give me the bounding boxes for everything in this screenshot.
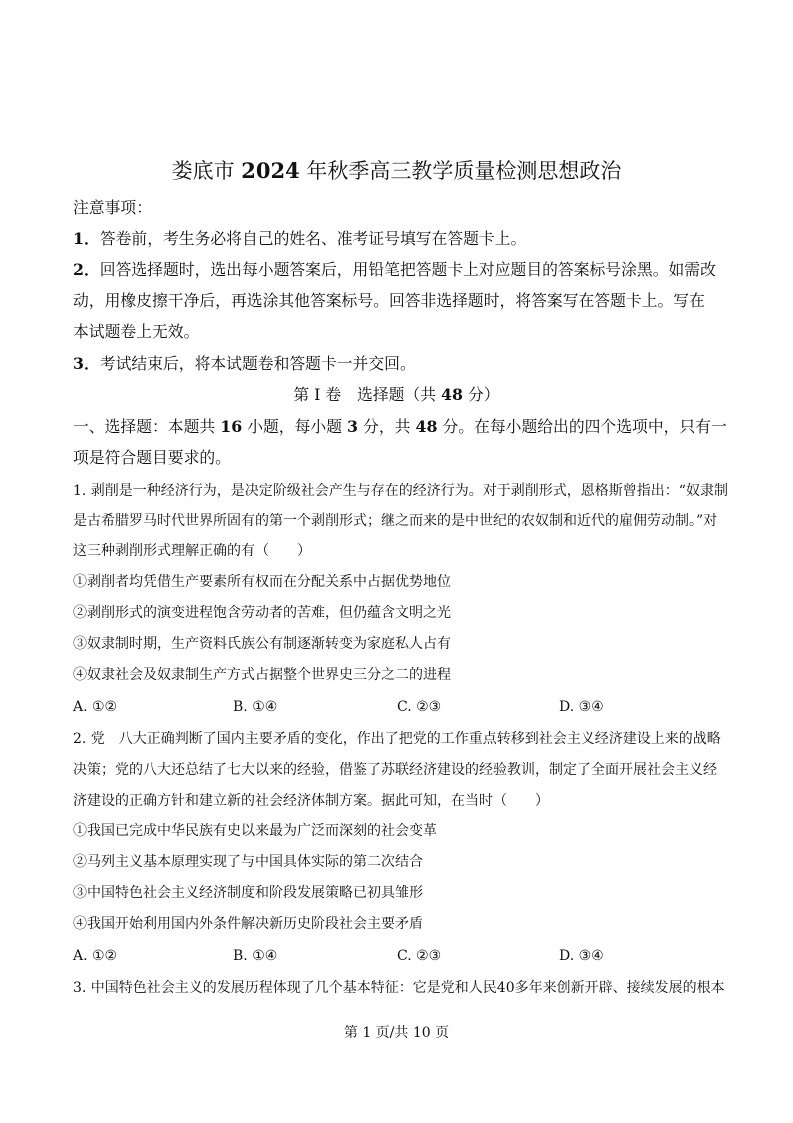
option-c[interactable]: C. ②③ bbox=[397, 699, 442, 715]
option-c[interactable]: C. ②③ bbox=[397, 948, 442, 964]
option-a[interactable]: A. ①② bbox=[73, 948, 118, 964]
question-2-line-2: 决策；党的八大还总结了七大以来的经验，借鉴了苏联经济建设的经验教训，制定了全面开展社会主义经 bbox=[73, 762, 717, 778]
notice-item-2-line-1: 2．回答选择题时，选出每小题答案后，用铅笔把答题卡上对应题目的答案标号涂黑。如需改 bbox=[73, 260, 716, 279]
question-1-line-1: 1. 剥削是一种经济行为，是决定阶级社会产生与存在的经济行为。对于剥削形式，恩格斯曾指出：“奴隶制 bbox=[73, 483, 728, 499]
question-1-line-2: 是古希腊罗马时代世界所固有的第一个剥削形式；继之而来的是中世纪的农奴制和近代的雇佣劳动制。”对 bbox=[73, 513, 718, 529]
question-1-statement-2: ②剥削形式的演变进程饱含劳动者的苦难，但仍蕴含文明之光 bbox=[73, 605, 451, 621]
instructions-line-2: 项是符合题目要求的。 bbox=[73, 448, 231, 467]
section-title: 第 I 卷 选择题（共 48 分） bbox=[293, 385, 500, 404]
notice-item-1: 1．答卷前，考生务必将自己的姓名、准考证号填写在答题卡上。 bbox=[73, 229, 527, 248]
question-2-statement-4: ④我国开始利用国内外条件解决新历史阶段社会主要矛盾 bbox=[73, 916, 423, 932]
notice-item-2-line-3: 本试题卷上无效。 bbox=[73, 322, 200, 341]
question-1-statement-3: ③奴隶制时期，生产资料氏族公有制逐渐转变为家庭私人占有 bbox=[73, 636, 451, 652]
question-1-line-3: 这三种剥削形式理解正确的有（ ） bbox=[73, 543, 311, 559]
question-2-statement-2: ②马列主义基本原理实现了与中国具体实际的第二次结合 bbox=[73, 854, 423, 870]
question-2-statement-1: ①我国已完成中华民族有史以来最为广泛而深刻的社会变革 bbox=[73, 823, 437, 839]
option-b[interactable]: B. ①④ bbox=[233, 699, 278, 715]
question-2-line-3: 济建设的正确方针和建立新的社会经济体制方案。据此可知，在当时（ ） bbox=[73, 793, 549, 809]
notice-item-3: 3．考试结束后，将本试题卷和答题卡一并交回。 bbox=[73, 354, 416, 373]
option-a[interactable]: A. ①② bbox=[73, 699, 118, 715]
notice-item-2-line-2: 动，用橡皮擦干净后，再选涂其他答案标号。回答非选择题时，将答案写在答题卡上。写在 bbox=[73, 291, 705, 310]
notice-heading: 注意事项： bbox=[73, 198, 152, 217]
question-1-statement-4: ④奴隶社会及奴隶制生产方式占据整个世界史三分之二的进程 bbox=[73, 667, 451, 683]
option-d[interactable]: D. ③④ bbox=[559, 948, 604, 964]
page-footer: 第 1 页/共 10 页 bbox=[343, 1025, 450, 1041]
document-title: 娄底市 2024 年秋季高三教学质量检测思想政治 bbox=[171, 158, 622, 183]
option-b[interactable]: B. ①④ bbox=[233, 948, 278, 964]
question-2-statement-3: ③中国特色社会主义经济制度和阶段发展策略已初具雏形 bbox=[73, 885, 423, 901]
question-2-line-1: 2. 党 八大正确判断了国内主要矛盾的变化，作出了把党的工作重点转移到社会主义经济建设上来的战略 bbox=[73, 731, 721, 747]
question-1-statement-1: ①剥削者均凭借生产要素所有权而在分配关系中占据优势地位 bbox=[73, 574, 451, 590]
option-d[interactable]: D. ③④ bbox=[559, 699, 604, 715]
question-3-line-1: 3. 中国特色社会主义的发展历程体现了几个基本特征：它是党和人民40多年来创新开辟、接续发展的根本 bbox=[73, 980, 725, 996]
instructions-line-1: 一、选择题：本题共 16 小题，每小题 3 分，共 48 分。在每小题给出的四个选项中，只有一 bbox=[73, 417, 727, 436]
